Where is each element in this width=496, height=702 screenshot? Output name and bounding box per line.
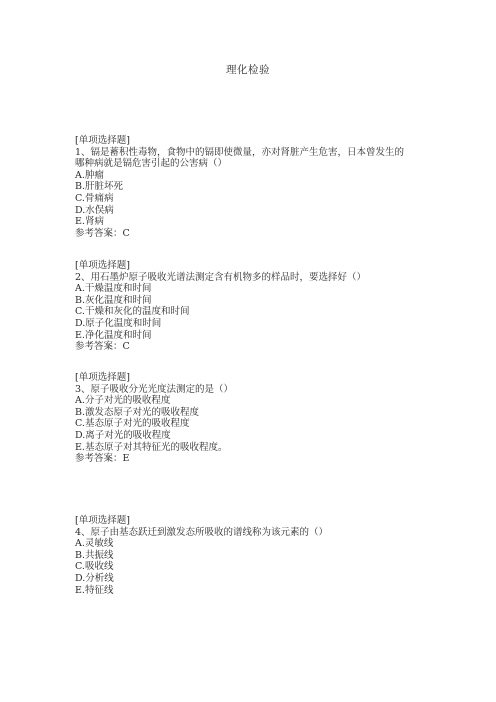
reference-answer: 参考答案：E xyxy=(75,453,130,465)
question-stem-line: 2、用石墨炉原子吸收光谱法测定含有机物多的样品时，要选择好（） xyxy=(75,271,367,283)
question-2 xyxy=(75,260,435,353)
option-c: C.骨痛病 xyxy=(75,192,114,204)
option-b: B.共振线 xyxy=(75,549,114,561)
option-e: E.净化温度和时间 xyxy=(75,329,152,341)
question-stem-line: 4、原子由基态跃迁到激发态所吸收的谱线称为该元素的（） xyxy=(75,526,329,538)
question-1 xyxy=(75,135,435,239)
question-3 xyxy=(75,372,435,465)
reference-answer: 参考答案：C xyxy=(75,227,130,239)
option-e: E.基态原子对其特征光的吸收程度。 xyxy=(75,441,228,453)
option-a: A.干燥温度和时间 xyxy=(75,283,152,295)
option-b: B.肝脏坏死 xyxy=(75,181,124,193)
question-stem-line: 哪种病就是镉危害引起的公害病（） xyxy=(75,158,228,170)
reference-answer: 参考答案：C xyxy=(75,341,130,353)
question-type: [单项选择题] xyxy=(75,135,130,146)
question-stem-line: 1、镉是蓄积性毒物，食物中的镉即使微量，亦对肾脏产生危害，日本曾发生的 xyxy=(75,146,405,158)
question-type: [单项选择题] xyxy=(75,372,130,383)
option-a: A.分子对光的吸收程度 xyxy=(75,395,171,407)
page-title: 理化检验 xyxy=(226,64,270,76)
option-e: E.肾病 xyxy=(75,216,104,228)
option-c: C.基态原子对光的吸收程度 xyxy=(75,418,190,430)
question-type: [单项选择题] xyxy=(75,260,130,271)
question-4 xyxy=(75,515,435,596)
question-stem-line: 3、原子吸收分光光度法测定的是（） xyxy=(75,383,234,395)
option-c: C.干燥和灰化的温度和时间 xyxy=(75,306,190,318)
question-type: [单项选择题] xyxy=(75,515,130,526)
option-a: A.肿瘤 xyxy=(75,169,104,181)
option-d: D.原子化温度和时间 xyxy=(75,317,162,329)
option-a: A.灵敏线 xyxy=(75,538,114,550)
option-b: B.激发态原子对光的吸收程度 xyxy=(75,406,200,418)
option-d: D.分析线 xyxy=(75,572,114,584)
option-e: E.特征线 xyxy=(75,584,114,596)
option-d: D.水俣病 xyxy=(75,204,114,216)
option-d: D.离子对光的吸收程度 xyxy=(75,429,171,441)
option-c: C.吸收线 xyxy=(75,561,114,573)
option-b: B.灰化温度和时间 xyxy=(75,294,152,306)
